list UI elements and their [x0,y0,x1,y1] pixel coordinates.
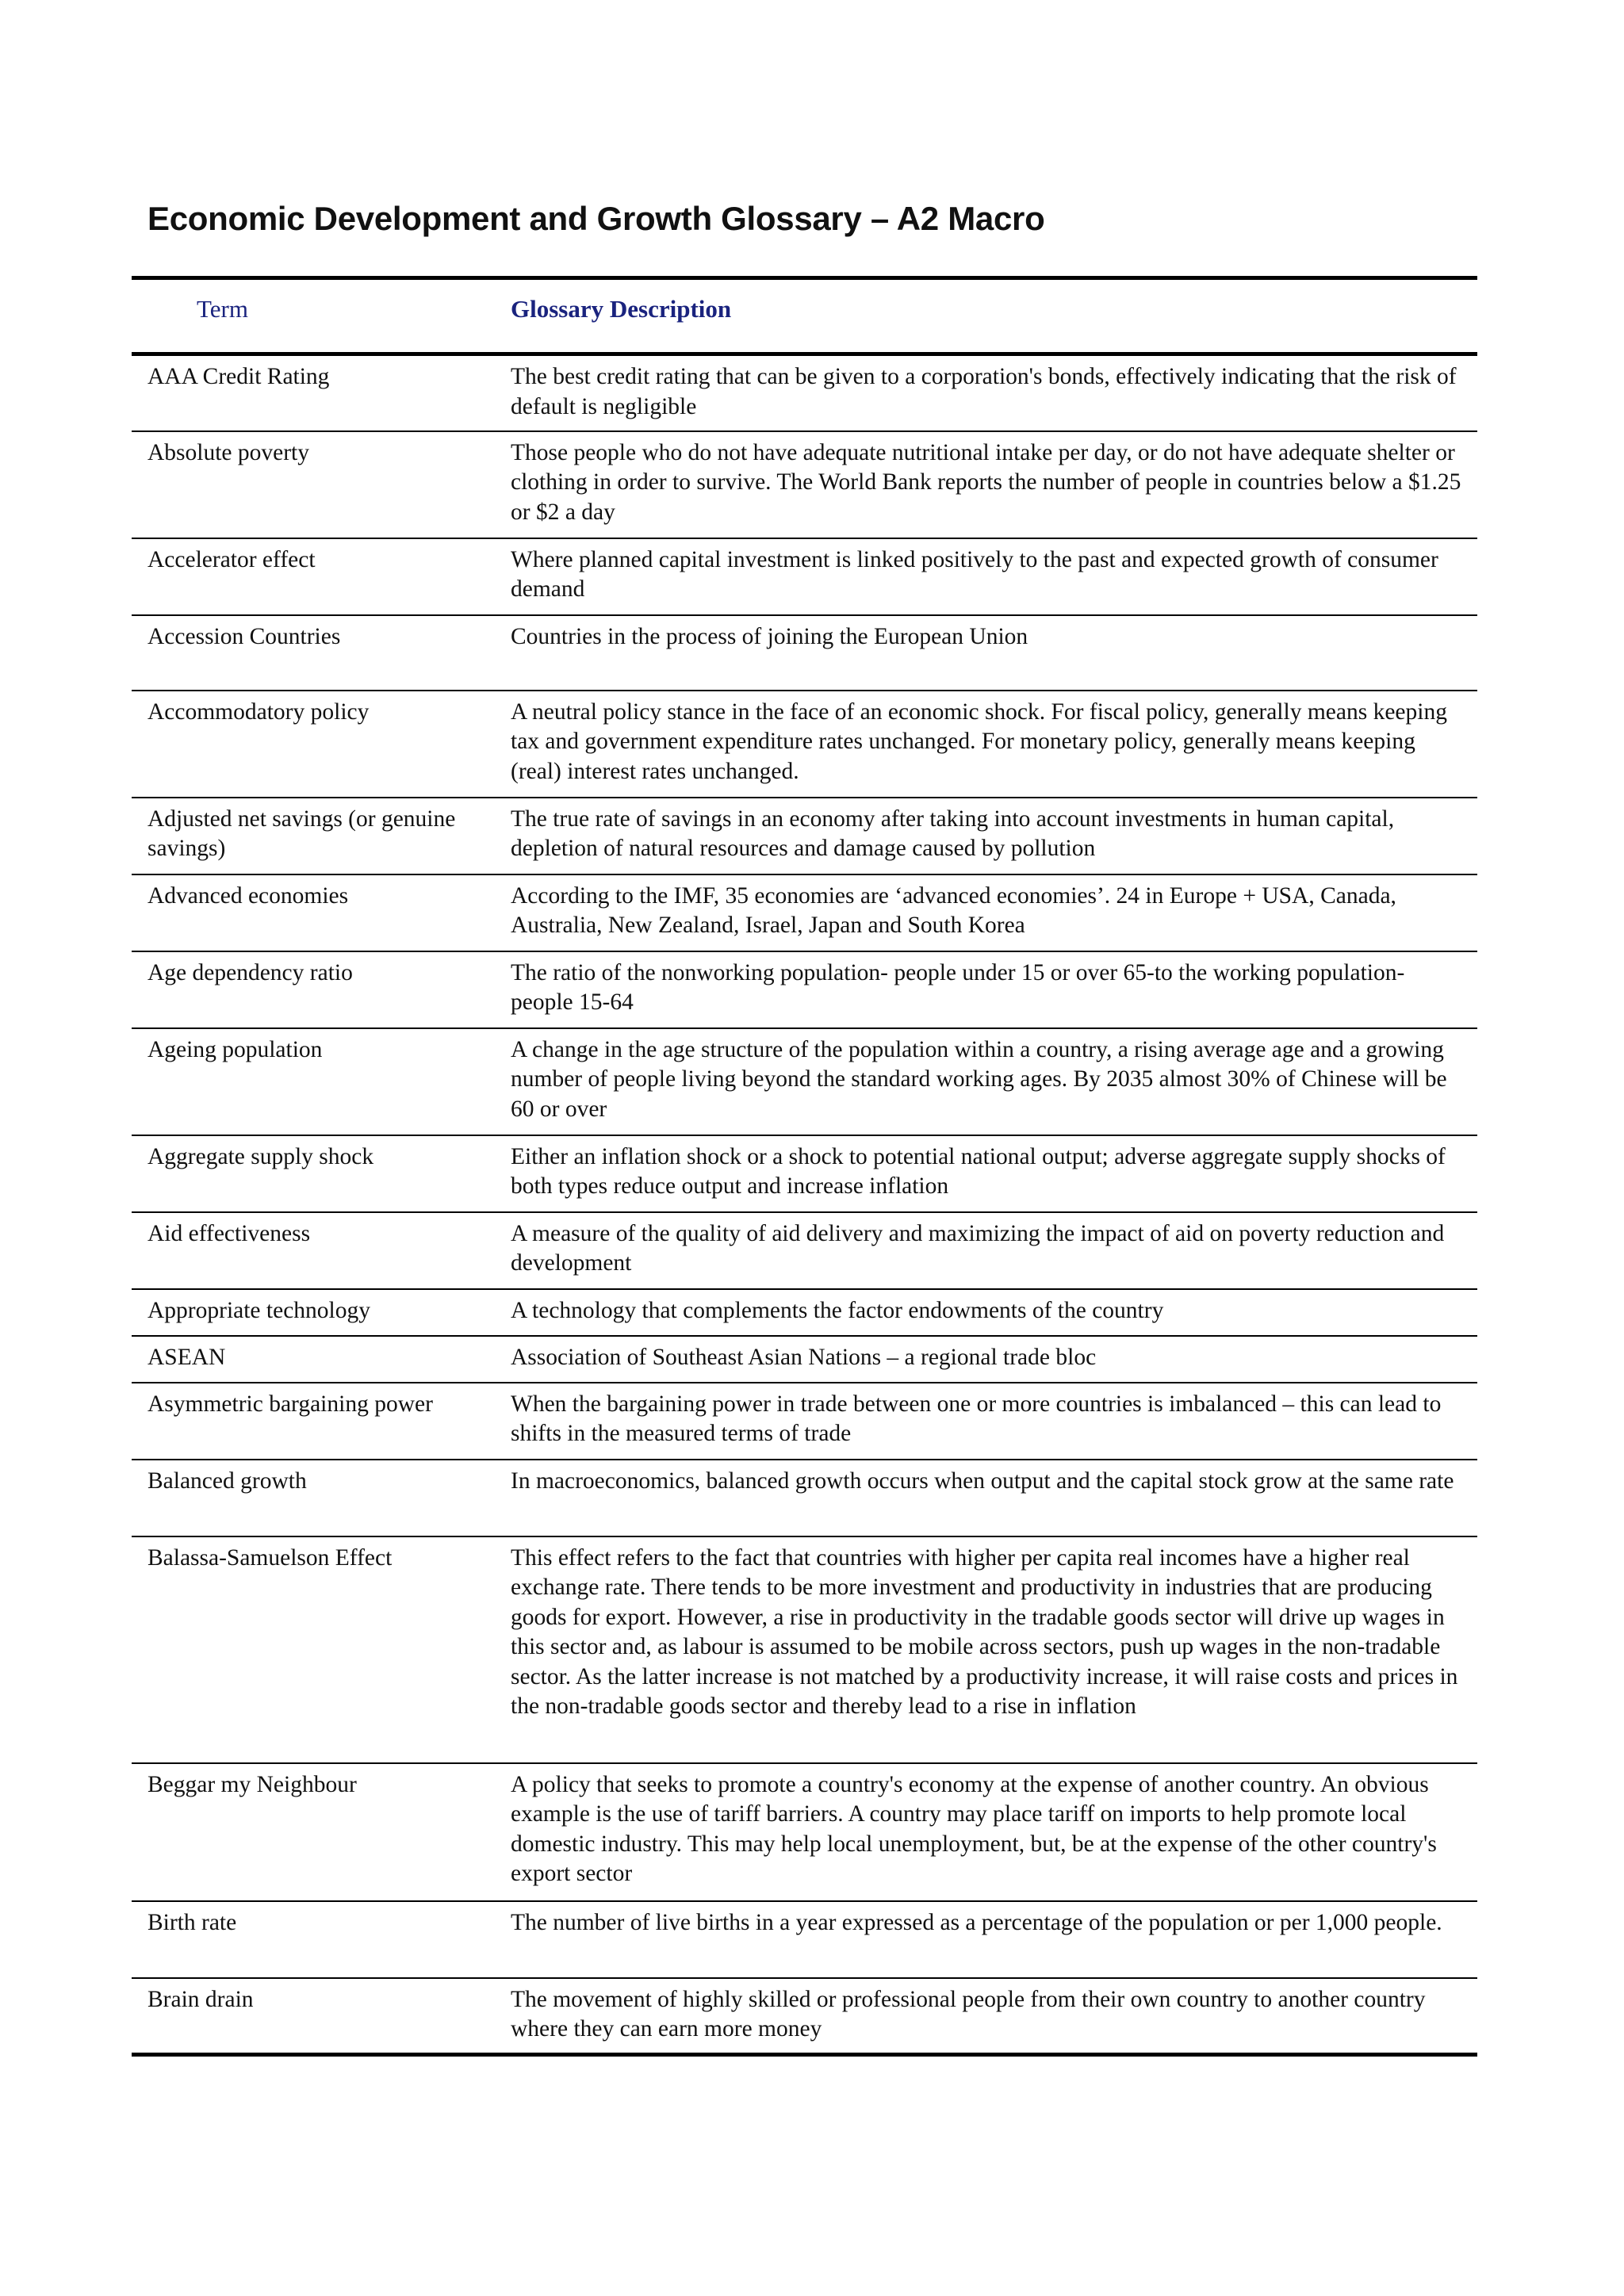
term-cell: Balassa-Samuelson Effect [147,1544,393,1571]
table-row [132,798,1477,874]
header-term: Term [197,295,248,323]
term-cell: Aggregate supply shock [147,1143,374,1169]
description-cell: The best credit rating that can be given to a corporation's bonds, effectively indicating that the risk of default is negligible [511,364,1457,419]
table-row [132,1460,1477,1536]
table-row [132,431,1477,538]
term-cell: Brain drain [147,1986,254,2012]
description-cell: The number of live births in a year expressed as a percentage of the population or per 1,000 people. [511,1909,1442,1935]
table-row [132,1536,1477,1763]
glossary-body [132,354,1477,2055]
table-row [132,874,1477,951]
term-cell: Advanced economies [147,882,349,909]
table-row [132,538,1477,615]
description-cell: A measure of the quality of aid delivery and maximizing the impact of aid on poverty reduction and development [511,1220,1445,1276]
term-cell: Asymmetric bargaining power [147,1391,433,1417]
description-cell: In macroeconomics, balanced growth occurs when output and the capital stock grow at the same rate [511,1468,1454,1494]
glossary-table [132,276,1477,2057]
description-cell: Either an inflation shock or a shock to potential national output; adverse aggregate supply shocks of both types reduce output and increase inflation [511,1143,1446,1199]
table-row [132,1135,1477,1212]
table-row [132,1763,1477,1901]
term-cell: Birth rate [147,1909,237,1935]
term-cell: Accommodatory policy [147,698,370,725]
description-cell: The ratio of the nonworking population- people under 15 or over 65-to the working population- people 15-64 [511,959,1405,1015]
page-title: Economic Development and Growth Glossary – A2 Macro [147,200,1045,237]
term-cell: Absolute poverty [147,439,310,465]
table-row [132,615,1477,691]
description-cell: Those people who do not have adequate nutritional intake per day, or do not have adequate shelter or clothing in order to survive. The World Bank reports the number of people in countries below a $1.25 or $2 a day [511,439,1461,525]
term-cell: Balanced growth [147,1468,307,1494]
term-cell: ASEAN [147,1344,226,1370]
table-row [132,1212,1477,1289]
term-cell: Appropriate technology [147,1297,370,1323]
header-description: Glossary Description [511,295,732,323]
description-cell: A change in the age structure of the population within a country, a rising average age and a growing number of people living beyond the standard working ages. By 2035 almost 30% of Chinese will be 60 or over [511,1036,1447,1122]
table-row [132,691,1477,798]
description-cell: This effect refers to the fact that countries with higher per capita real incomes have a higher real exchange rate. There tends to be more investment and productivity in industries that are producing goods for export. However, a rise in productivity in the tradable goods sector will drive up wages in this sector and, as labour is assumed to be mobile across sectors, push up wages in the non-tradable sector. As the latter increase is not matched by a productivity increase, it will raise costs and prices in the non-tradable goods sector and thereby lead to a rise in inflation [511,1544,1458,1719]
term-cell: Aid effectiveness [147,1220,311,1246]
table-row [132,951,1477,1028]
table-row [132,1028,1477,1135]
description-cell: Where planned capital investment is linked positively to the past and expected growth of consumer demand [511,546,1438,602]
table-row [132,1978,1477,2055]
description-cell: The movement of highly skilled or professional people from their own country to another country where they can earn more money [511,1986,1426,2042]
description-cell: The true rate of savings in an economy after taking into account investments in human capital, depletion of natural resources and damage caused by pollution [511,806,1395,861]
table-header-row [132,278,1477,354]
description-cell: According to the IMF, 35 economies are ‘advanced economies’. 24 in Europe + USA, Canada, Australia, New Zealand, Israel, Japan and South Korea [511,882,1396,938]
term-cell: Beggar my Neighbour [147,1771,357,1797]
table-row [132,1289,1477,1336]
description-cell: A neutral policy stance in the face of an economic shock. For fiscal policy, generally means keeping tax and government expenditure rates unchanged. For monetary policy, generally means keeping (real) interest rates unchanged. [511,698,1447,784]
term-cell: Age dependency ratio [147,959,353,985]
term-cell: Adjusted net savings (or genuine savings) [147,806,456,861]
description-cell: A policy that seeks to promote a country's economy at the expense of another country. An obvious example is the use of tariff barriers. A country may place tariff on imports to help promote local domestic industry. This may help local unemployment, but, be at the expense of the other country's export sector [511,1771,1437,1886]
term-cell: Accession Countries [147,623,341,649]
description-cell: Countries in the process of joining the European Union [511,623,1028,649]
term-cell: AAA Credit Rating [147,364,330,389]
table-row [132,1901,1477,1978]
description-cell: Association of Southeast Asian Nations – a regional trade bloc [511,1344,1097,1370]
description-cell: When the bargaining power in trade between one or more countries is imbalanced – this can lead to shifts in the measured terms of trade [511,1391,1442,1446]
term-cell: Accelerator effect [147,546,316,572]
term-cell: Ageing population [147,1036,323,1062]
description-cell: A technology that complements the factor endowments of the country [511,1297,1164,1323]
table-row [132,354,1477,431]
table-row [132,1383,1477,1460]
table-row [132,1336,1477,1383]
